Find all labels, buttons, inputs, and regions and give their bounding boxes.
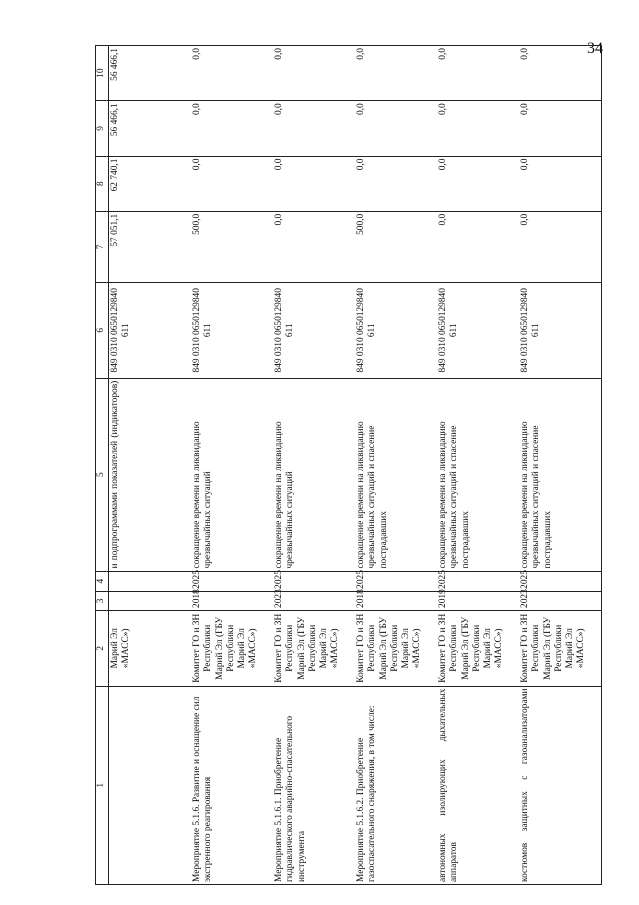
column-number-5: 5 [96,378,109,571]
column-number-6: 6 [96,282,109,378]
activity-cell [109,686,192,884]
table-row [355,46,437,885]
activity-cell: костюмов защитных с газоанализаторами [519,686,602,884]
budget-code-cell: 849 0310 0650129840 611 [191,282,273,378]
budget-code-cell: 849 0310 0650129840 611 [109,282,192,378]
column-number-9: 9 [96,101,109,156]
column-number-1: 1 [96,686,109,884]
amount-cell-10: 56 466,1 [109,46,192,101]
end-year-cell [109,571,192,591]
amount-cell-9: 56 466,1 [109,101,192,156]
amount-cell-9: 0,0 [191,101,273,156]
program-activities-table [95,45,602,885]
activity-cell: Мероприятие 5.1.6.2. Приобретение газоспасательного снаряжения, в том числе: [355,686,437,884]
amount-cell-9: 0,0 [355,101,437,156]
activity-cell: Мероприятие 5.1.6. Развитие и оснащение сил экстренного реагирования [191,686,273,884]
amount-cell-9: 0,0 [273,101,355,156]
column-number-2: 2 [96,610,109,686]
amount-cell-7: 500,0 [191,211,273,282]
result-cell: сокращение времени на ликвидацию чрезвычайных ситуаций и спасение пострадавших [437,378,519,571]
amount-cell-8: 0,0 [273,156,355,211]
start-year-cell: 2023 [273,591,355,610]
amount-cell-8: 0,0 [437,156,519,211]
amount-cell-8: 0,0 [191,156,273,211]
executor-cell: Комитет ГО и ЗН Республики Марий Эл (ГБУ Республики Марий Эл «МАСС») [273,610,355,686]
activity-cell: автономных изолирующих дыхательных аппаратов [437,686,519,884]
end-year-cell: 2025 [191,571,273,591]
column-number-header-row [96,46,109,885]
amount-cell-9: 0,0 [519,101,602,156]
start-year-cell: 2019 [437,591,519,610]
rotated-table-container [95,45,590,885]
executor-cell: Комитет ГО и ЗН Республики Марий Эл (ГБУ Республики Марий Эл «МАСС») [355,610,437,686]
column-number-10: 10 [96,46,109,101]
amount-cell-10: 0,0 [191,46,273,101]
result-cell: и подпрограммами показателей (индикаторов) [109,378,192,571]
amount-cell-10: 0,0 [273,46,355,101]
page-number: 34 [587,40,603,57]
column-number-4: 4 [96,571,109,591]
end-year-cell: 2025 [355,571,437,591]
amount-cell-8: 62 740,1 [109,156,192,211]
executor-cell: Марий Эл «МАСС») [109,610,192,686]
amount-cell-9: 0,0 [437,101,519,156]
amount-cell-7: 57 051,1 [109,211,192,282]
executor-cell: Комитет ГО и ЗН Республики Марий Эл (ГБУ Республики Марий Эл «МАСС») [191,610,273,686]
budget-code-cell: 849 0310 0650129840 611 [355,282,437,378]
amount-cell-7: 0,0 [273,211,355,282]
budget-code-cell: 849 0310 0650129840 611 [519,282,602,378]
end-year-cell: 2025 [273,571,355,591]
amount-cell-8: 0,0 [519,156,602,211]
amount-cell-10: 0,0 [437,46,519,101]
amount-cell-7: 0,0 [519,211,602,282]
column-number-7: 7 [96,211,109,282]
amount-cell-10: 0,0 [519,46,602,101]
end-year-cell: 2025 [519,571,602,591]
result-cell: сокращение времени на ликвидацию чрезвычайных ситуаций [191,378,273,571]
column-number-8: 8 [96,156,109,211]
budget-code-cell: 849 0310 0650129840 611 [273,282,355,378]
table-row [519,46,602,885]
start-year-cell: 2018 [191,591,273,610]
amount-cell-7: 500,0 [355,211,437,282]
executor-cell: Комитет ГО и ЗН Республики Марий Эл (ГБУ Республики Марий Эл «МАСС») [437,610,519,686]
start-year-cell: 2018 [355,591,437,610]
column-number-3: 3 [96,591,109,610]
start-year-cell [109,591,192,610]
result-cell: сокращение времени на ликвидацию чрезвычайных ситуаций и спасение пострадавших [355,378,437,571]
amount-cell-8: 0,0 [355,156,437,211]
table-row [437,46,519,885]
end-year-cell: 2025 [437,571,519,591]
amount-cell-7: 0,0 [437,211,519,282]
executor-cell: Комитет ГО и ЗН Республики Марий Эл (ГБУ Республики Марий Эл «МАСС») [519,610,602,686]
amount-cell-10: 0,0 [355,46,437,101]
result-cell: сокращение времени на ликвидацию чрезвычайных ситуаций и спасение пострадавших [519,378,602,571]
table-row [273,46,355,885]
activity-cell: Мероприятие 5.1.6.1. Приобретение гидравлического аварийно-спасательного инструмента [273,686,355,884]
table-row [109,46,192,885]
start-year-cell: 2023 [519,591,602,610]
result-cell: сокращение времени на ликвидацию чрезвычайных ситуаций [273,378,355,571]
budget-code-cell: 849 0310 0650129840 611 [437,282,519,378]
table-row [191,46,273,885]
